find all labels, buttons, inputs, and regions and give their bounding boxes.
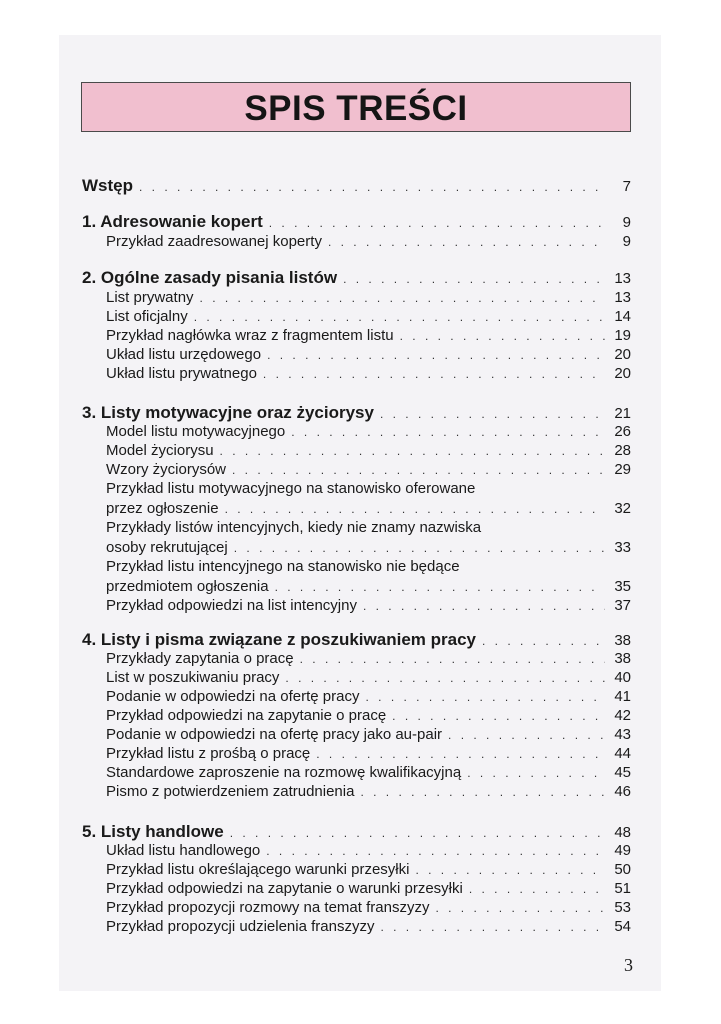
dot-leader: [392, 707, 605, 726]
toc-page-number: 28: [614, 442, 631, 459]
toc-chapter: [82, 403, 631, 424]
toc-page-number: 50: [614, 861, 631, 878]
toc-chapter: [82, 822, 631, 843]
toc-page-number: 19: [614, 327, 631, 344]
toc-entry: [106, 687, 631, 707]
toc-page-number: 48: [614, 824, 631, 841]
dot-leader: [400, 327, 605, 346]
dot-leader: [225, 500, 605, 519]
dot-leader: [415, 861, 605, 880]
toc-entry-title: Przykład zaadresowanej koperty: [106, 233, 322, 250]
toc-entry-title: Przykład listu określającego warunki przesyłki: [106, 861, 410, 878]
toc-entry-title: Model życiorysu: [106, 442, 214, 459]
page-title: SPIS TREŚCI: [244, 89, 468, 128]
toc-entry-title: List w poszukiwaniu pracy: [106, 669, 280, 686]
dot-leader: [275, 578, 605, 597]
toc-page-number: 43: [614, 726, 631, 743]
toc-page-number: 13: [614, 270, 631, 287]
toc-entry-title: Podanie w odpowiedzi na ofertę pracy: [106, 688, 360, 705]
toc-entry-title: Przykład odpowiedzi na zapytanie o pracę: [106, 707, 387, 724]
toc-entry: [106, 744, 631, 764]
toc-page-number: 9: [622, 233, 631, 250]
toc-page-number: 40: [614, 669, 631, 686]
toc-page-number: 20: [614, 346, 631, 363]
toc-entry-title: Wzory życiorysów: [106, 461, 227, 478]
dot-leader: [328, 233, 605, 252]
toc-chapter-title: 2. Ogólne zasady pisania listów: [82, 268, 338, 287]
dot-leader: [263, 365, 605, 384]
toc-page-number: 29: [614, 461, 631, 478]
toc-entry-text-line1: Przykłady listów intencyjnych, kiedy nie znamy nazwiska: [106, 519, 482, 536]
toc-entry: [106, 345, 631, 365]
toc-chapter-title: 4. Listy i pisma związane z poszukiwaniem pracy: [82, 630, 476, 649]
toc-chapter: [82, 630, 631, 651]
dot-leader: [469, 880, 605, 899]
toc-page-number: 44: [614, 745, 631, 762]
toc-entry-text-line1: Przykład listu motywacyjnego na stanowisko oferowane: [106, 480, 476, 497]
toc-page-number: 38: [614, 650, 631, 667]
toc-entry: [106, 441, 631, 461]
dot-leader: [232, 461, 605, 480]
toc-page-number: 14: [614, 308, 631, 325]
toc-entry: [106, 307, 631, 327]
toc-page-number: 37: [614, 597, 631, 614]
toc-page-number: 41: [614, 688, 631, 705]
toc-page-number: 49: [614, 842, 631, 859]
toc-chapter-title: Wstęp: [82, 176, 133, 195]
toc-entry-title: List prywatny: [106, 289, 194, 306]
toc-entry: [106, 898, 631, 918]
dot-leader: [220, 442, 605, 461]
toc-entry-title: Przykład listu z prośbą o pracę: [106, 745, 311, 762]
toc-page-number: 20: [614, 365, 631, 382]
toc-page-number: 51: [614, 880, 631, 897]
toc-entry: [106, 860, 631, 880]
toc-entry-title: Przykład odpowiedzi na list intencyjny: [106, 597, 357, 614]
toc-chapter: [82, 176, 631, 197]
toc-chapter: [82, 212, 631, 233]
toc-entry: [106, 668, 631, 688]
dot-leader: [343, 270, 605, 289]
toc-entry: [106, 460, 631, 480]
toc-entry-title: Podanie w odpowiedzi na ofertę pracy jako au-pair: [106, 726, 443, 743]
toc-entry: [106, 917, 631, 937]
dot-leader: [291, 423, 605, 442]
toc-page-number: 26: [614, 423, 631, 440]
toc-page-number: 38: [614, 632, 631, 649]
toc-page-number: 33: [614, 539, 631, 556]
toc-entry-title: Model listu motywacyjnego: [106, 423, 286, 440]
toc-entry: [106, 499, 631, 519]
toc-entry-title: Przykłady zapytania o pracę: [106, 650, 294, 667]
toc-entry: [106, 288, 631, 308]
toc-page-number: 54: [614, 918, 631, 935]
toc-page-number: 45: [614, 764, 631, 781]
toc-entry-title: Przykład nagłówka wraz z fragmentem listu: [106, 327, 394, 344]
title-banner: [81, 82, 631, 132]
toc-entry: [106, 232, 631, 252]
dot-leader: [360, 783, 605, 802]
dot-leader: [380, 918, 605, 937]
toc-entry: [106, 364, 631, 384]
dot-leader: [448, 726, 605, 745]
page-number: 3: [624, 955, 633, 975]
dot-leader: [467, 764, 605, 783]
toc-entry-title: Standardowe zaproszenie na rozmowę kwalifikacyjną: [106, 764, 462, 781]
toc-entry-title: List oficjalny: [106, 308, 188, 325]
toc-entry-title: Układ listu urzędowego: [106, 346, 262, 363]
toc-entry: [106, 577, 631, 597]
dot-leader: [285, 669, 605, 688]
toc-entry-title: przez ogłoszenie: [106, 500, 219, 517]
toc-entry-title: Układ listu handlowego: [106, 842, 261, 859]
toc-entry-title: Pismo z potwierdzeniem zatrudnienia: [106, 783, 355, 800]
dot-leader: [363, 597, 605, 616]
dot-leader: [234, 539, 605, 558]
toc-entry: [106, 649, 631, 669]
dot-leader: [269, 214, 605, 233]
toc-page-number: 32: [614, 500, 631, 517]
dot-leader: [139, 178, 605, 197]
toc-page-number: 9: [622, 214, 631, 231]
dot-leader: [200, 289, 605, 308]
toc-entry: [106, 422, 631, 442]
dot-leader: [316, 745, 605, 764]
toc-chapter-title: 5. Listy handlowe: [82, 822, 224, 841]
toc-chapter-title: 1. Adresowanie kopert: [82, 212, 263, 231]
toc-chapter: [82, 268, 631, 289]
toc-entry: [106, 596, 631, 616]
toc-page-number: 21: [614, 405, 631, 422]
toc-entry: [106, 782, 631, 802]
toc-chapter-title: 3. Listy motywacyjne oraz życiorysy: [82, 403, 374, 422]
toc-entry-text-line1: Przykład listu intencyjnego na stanowisko nie będące: [106, 558, 460, 575]
toc-page-number: 42: [614, 707, 631, 724]
toc-entry-title: przedmiotem ogłoszenia: [106, 578, 269, 595]
toc-entry: [106, 763, 631, 783]
toc-entry: [106, 841, 631, 861]
toc-entry-title: Układ listu prywatnego: [106, 365, 257, 382]
dot-leader: [267, 346, 605, 365]
dot-leader: [266, 842, 605, 861]
toc-entry-title: osoby rekrutującej: [106, 539, 228, 556]
dot-leader: [300, 650, 605, 669]
toc-entry-title: Przykład odpowiedzi na zapytanie o warunki przesyłki: [106, 880, 463, 897]
toc-page-number: 46: [614, 783, 631, 800]
toc-page-number: 7: [622, 178, 631, 195]
dot-leader: [435, 899, 605, 918]
toc-entry: [106, 538, 631, 558]
toc-entry: [106, 725, 631, 745]
toc-entry: [106, 706, 631, 726]
toc-entry: [106, 326, 631, 346]
toc-entry-title: Przykład propozycji rozmowy na temat franszyzy: [106, 899, 430, 916]
toc-page-number: 35: [614, 578, 631, 595]
dot-leader: [366, 688, 606, 707]
toc-page-number: 53: [614, 899, 631, 916]
toc-entry: [106, 879, 631, 899]
toc-page-number: 13: [614, 289, 631, 306]
toc-entry-title: Przykład propozycji udzielenia franszyzy: [106, 918, 375, 935]
dot-leader: [194, 308, 605, 327]
